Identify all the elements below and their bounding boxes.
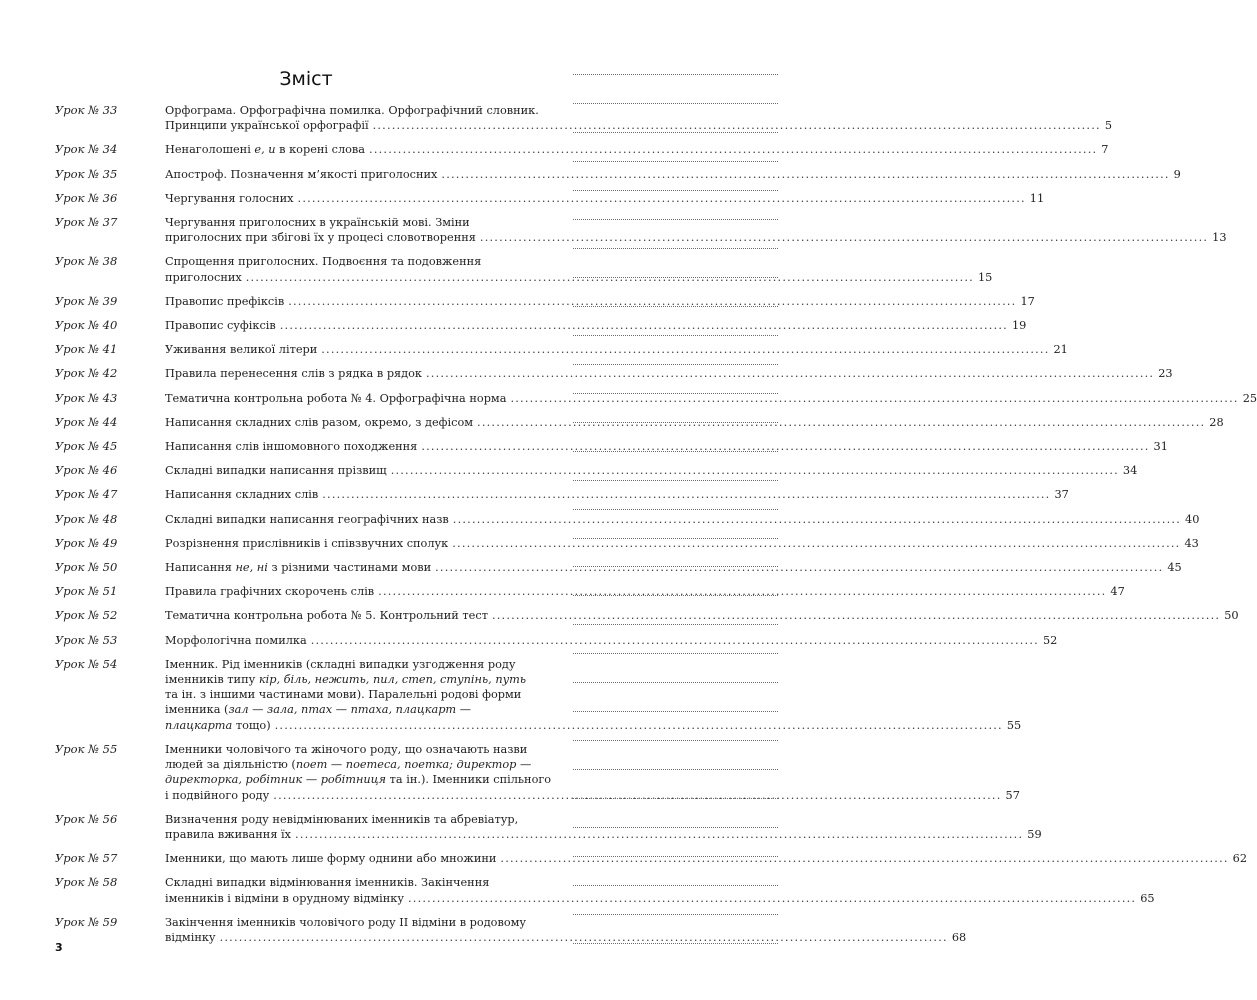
page-ref: 11 <box>1029 191 1045 205</box>
lesson-title-last-line <box>165 788 1020 803</box>
lesson-title <box>165 142 1108 157</box>
lesson-title-last-line <box>165 191 1044 206</box>
lesson-title-last-line <box>165 366 1173 381</box>
dot-leader <box>321 342 1049 357</box>
lesson-title <box>165 103 1112 133</box>
page-ref: 43 <box>1184 536 1199 550</box>
lesson-title-line: іменника (зал — зала, птах — птаха, плацкарт — <box>165 703 472 717</box>
toc-entry <box>55 875 1155 905</box>
lesson-title <box>165 439 1168 454</box>
lesson-label: Урок № 37 <box>55 215 118 230</box>
page-ref: 23 <box>1158 367 1173 381</box>
dot-leader <box>441 167 1169 182</box>
lesson-title-last-line <box>165 230 1227 245</box>
toc-entry <box>55 511 1200 527</box>
lesson-title-line: Закінчення іменників чоловічого роду II відміни в родовому <box>165 915 527 929</box>
lesson-title-last-line <box>165 560 1182 575</box>
lesson-title-text: плацкарта тощо) <box>165 718 271 732</box>
page-ref: 7 <box>1101 143 1109 157</box>
lesson-title <box>165 191 1044 206</box>
lesson-title-line: людей за діяльністю (поет — поетеса, поетка; директор — <box>165 758 532 772</box>
lesson-title-text: і подвійного роду <box>165 788 270 802</box>
lesson-title-line: директорка, робітник — робітниця та ін.). Іменники спільного <box>165 773 552 787</box>
note-line <box>573 769 778 770</box>
lesson-title <box>165 463 1137 478</box>
lesson-title-line: Орфограма. Орфографічна помилка. Орфографічний словник. <box>165 104 539 117</box>
page-ref: 31 <box>1153 440 1168 454</box>
page-ref: 62 <box>1232 852 1248 866</box>
lesson-label: Урок № 43 <box>55 390 118 405</box>
lesson-title-text: іменників і відміни в орудному відмінку <box>165 891 404 905</box>
lesson-title-text: Тематична контрольна робота № 4. Орфографічна норма <box>165 391 507 405</box>
dot-leader <box>391 463 1119 478</box>
lesson-title <box>165 742 1020 803</box>
lesson-title <box>165 560 1182 575</box>
note-line <box>573 943 778 944</box>
toc-entry <box>55 463 1138 478</box>
dot-leader <box>421 439 1149 454</box>
lesson-title-last-line <box>165 584 1125 599</box>
page-ref: 45 <box>1167 561 1182 575</box>
page-ref: 52 <box>1042 633 1058 647</box>
lesson-label: Урок № 58 <box>55 875 118 890</box>
lesson-title-text: Написання не, ні з різними частинами мови <box>165 561 432 575</box>
page-ref: 19 <box>1011 319 1027 333</box>
dot-leader <box>295 827 1023 842</box>
lesson-label: Урок № 54 <box>55 656 118 671</box>
toc-entry <box>55 366 1173 381</box>
lesson-title <box>165 366 1173 381</box>
note-line <box>573 248 778 249</box>
lesson-title <box>165 294 1035 309</box>
lesson-title-text: відмінку <box>165 930 216 944</box>
lesson-label: Урок № 51 <box>55 584 118 599</box>
page-ref: 68 <box>951 930 967 944</box>
lesson-title <box>165 608 1239 623</box>
note-line <box>573 914 778 915</box>
dot-leader <box>322 487 1050 502</box>
page-ref: 17 <box>1020 294 1035 308</box>
lesson-title-last-line <box>165 851 1247 866</box>
lesson-title-text: Ненаголошені е, и в корені слова <box>165 143 366 157</box>
toc-entry <box>55 342 1068 357</box>
lesson-title-text: Тематична контрольна робота № 5. Контрольний тест <box>165 609 488 623</box>
lesson-title-line: Іменник. Рід іменників (складні випадки узгодження роду <box>165 657 516 671</box>
page-ref: 34 <box>1122 464 1138 478</box>
note-line <box>573 740 778 741</box>
note-line <box>573 74 778 75</box>
page-ref: 25 <box>1242 391 1257 405</box>
lesson-label: Урок № 53 <box>55 632 118 647</box>
toc-entry <box>55 293 1035 309</box>
note-line <box>573 538 778 539</box>
lesson-title-last-line <box>165 439 1168 454</box>
lesson-title-last-line <box>165 167 1181 182</box>
lesson-title <box>165 875 1155 905</box>
lesson-title-text: Правила перенесення слів з рядка в рядок <box>165 367 422 381</box>
lesson-title-line: Чергування приголосних в українській мові. Зміни <box>165 216 470 230</box>
lesson-title <box>165 633 1057 648</box>
toc-entry <box>55 142 1109 157</box>
note-line <box>573 624 778 625</box>
note-line <box>573 451 778 452</box>
lesson-title-last-line <box>165 318 1026 333</box>
lesson-label: Урок № 49 <box>55 535 118 550</box>
page-number: 3 <box>55 941 63 954</box>
page-ref: 47 <box>1110 585 1125 599</box>
toc-entry <box>55 439 1168 454</box>
lesson-title-line: та ін. з іншими частинами мови). Паралельні родові форми <box>165 688 522 702</box>
dot-leader <box>311 633 1039 648</box>
page-title: Зміст <box>279 68 333 90</box>
lesson-title-text: Написання слів іншомовного походження <box>165 440 418 454</box>
lesson-title-last-line <box>165 608 1239 623</box>
toc-entry <box>55 487 1069 502</box>
note-line <box>573 798 778 799</box>
dot-leader <box>275 718 1003 733</box>
note-line <box>573 595 778 596</box>
page-ref: 21 <box>1053 343 1068 357</box>
lesson-title-text: Морфологічна помилка <box>165 633 307 647</box>
page-ref: 59 <box>1027 827 1042 841</box>
note-line <box>573 219 778 220</box>
lesson-label: Урок № 56 <box>55 811 118 826</box>
lesson-title-last-line <box>165 487 1069 502</box>
dot-leader <box>453 512 1181 527</box>
lesson-title-text: приголосних <box>165 270 242 284</box>
lesson-title-text: Апостроф. Позначення м’якості приголосних <box>165 167 438 181</box>
lesson-label: Урок № 38 <box>55 254 118 269</box>
dot-leader <box>435 560 1163 575</box>
lesson-label: Урок № 34 <box>55 142 118 157</box>
note-line <box>573 566 778 567</box>
page-ref: 15 <box>977 270 993 284</box>
lesson-title-last-line <box>165 827 1042 842</box>
lesson-label: Урок № 52 <box>55 608 118 623</box>
dot-leader <box>492 608 1220 623</box>
lesson-title-text: Розрізнення прислівників і співзвучних сполук <box>165 536 449 550</box>
lesson-title <box>165 584 1125 599</box>
page-ref: 28 <box>1209 415 1224 429</box>
toc-entry <box>55 608 1239 623</box>
note-line <box>573 277 778 278</box>
toc-entry <box>55 851 1248 866</box>
dot-leader <box>280 318 1008 333</box>
toc-entry <box>55 318 1027 333</box>
lesson-title-text: Складні випадки написання географічних назв <box>165 512 449 526</box>
dot-leader <box>273 788 1001 803</box>
toc-entry <box>55 414 1224 430</box>
lesson-title-line: іменників типу кір, біль, нежить, пил, степ, ступінь, путь <box>165 673 527 687</box>
page-ref: 65 <box>1140 891 1155 905</box>
lesson-label: Урок № 41 <box>55 342 118 357</box>
lesson-title-text: Правопис суфіксів <box>165 319 276 333</box>
dot-leader <box>452 536 1180 551</box>
toc-entry <box>55 254 993 284</box>
toc-entry <box>55 584 1125 599</box>
note-line <box>573 132 778 133</box>
note-line <box>573 335 778 336</box>
lesson-title-last-line <box>165 633 1057 648</box>
lesson-title-last-line <box>165 342 1068 357</box>
lesson-label: Урок № 55 <box>55 741 118 756</box>
lesson-label: Урок № 57 <box>55 851 118 866</box>
toc-entry <box>55 166 1181 182</box>
lesson-label: Урок № 36 <box>55 190 118 205</box>
lesson-label: Урок № 48 <box>55 511 118 526</box>
lesson-title-text: Правила графічних скорочень слів <box>165 585 375 599</box>
lesson-title <box>165 851 1247 866</box>
lesson-label: Урок № 45 <box>55 439 118 454</box>
lesson-label: Урок № 46 <box>55 463 118 478</box>
lesson-title <box>165 167 1181 182</box>
page-ref: 37 <box>1054 488 1069 502</box>
lesson-title-last-line <box>165 142 1108 157</box>
note-line <box>573 480 778 481</box>
page-ref: 5 <box>1104 119 1112 133</box>
toc-entry <box>55 103 1112 133</box>
lesson-title <box>165 318 1026 333</box>
note-line <box>573 682 778 683</box>
lesson-title-line: Іменники чоловічого та жіночого роду, що означають назви <box>165 742 528 756</box>
dot-leader <box>288 294 1016 309</box>
lesson-label: Урок № 39 <box>55 293 118 308</box>
note-line <box>573 306 778 307</box>
dot-leader <box>298 191 1026 206</box>
note-line <box>573 422 778 423</box>
note-line <box>573 103 778 104</box>
page-ref: 9 <box>1173 167 1181 181</box>
toc-entry <box>55 190 1045 206</box>
lesson-title-text: Іменники, що мають лише форму однини або множини <box>165 852 497 866</box>
note-line <box>573 161 778 162</box>
note-line <box>573 393 778 394</box>
dot-leader <box>500 851 1228 866</box>
dot-leader <box>480 230 1208 245</box>
lesson-title-last-line <box>165 930 966 945</box>
note-line <box>573 653 778 654</box>
lesson-title-text: Правопис префіксів <box>165 294 285 308</box>
lesson-label: Урок № 50 <box>55 560 118 575</box>
lesson-label: Урок № 47 <box>55 487 118 502</box>
lesson-title-text: приголосних при збігові їх у процесі словотворення <box>165 231 476 245</box>
lesson-title-last-line <box>165 718 1021 733</box>
note-line <box>573 509 778 510</box>
lesson-title <box>165 657 1021 733</box>
lesson-title <box>165 915 966 945</box>
lesson-title <box>165 512 1199 527</box>
lesson-title-last-line <box>165 512 1199 527</box>
toc-entry <box>55 656 1022 733</box>
lesson-title-text: Написання складних слів <box>165 488 319 502</box>
page-ref: 57 <box>1005 788 1020 802</box>
lesson-title-text: Складні випадки написання прізвищ <box>165 464 387 478</box>
toc-entry <box>55 632 1058 648</box>
lesson-title-line: Складні випадки відмінювання іменників. Закінчення <box>165 876 490 890</box>
page-ref: 13 <box>1212 231 1227 245</box>
note-line <box>573 885 778 886</box>
lesson-label: Урок № 40 <box>55 318 118 333</box>
toc-entry <box>55 811 1042 842</box>
lesson-title <box>165 487 1069 502</box>
toc-entry <box>55 560 1182 575</box>
lesson-title-text: Чергування голосних <box>165 191 294 205</box>
lesson-label: Урок № 42 <box>55 366 118 381</box>
note-line <box>573 190 778 191</box>
lesson-title-text: Написання складних слів разом, окремо, з дефісом <box>165 415 474 429</box>
dot-leader <box>426 366 1154 381</box>
lesson-title-line: Визначення роду невідмінюваних іменників та абревіатур, <box>165 812 519 826</box>
note-line <box>573 827 778 828</box>
lesson-title-text: Уживання великої літери <box>165 343 318 357</box>
note-line <box>573 364 778 365</box>
note-line <box>573 711 778 712</box>
lesson-title-text: Принципи української орфографії <box>165 119 369 133</box>
lesson-title-last-line <box>165 463 1137 478</box>
dot-leader <box>378 584 1106 599</box>
toc-entry <box>55 741 1020 803</box>
toc-entry <box>55 215 1227 245</box>
lesson-title-last-line <box>165 891 1155 906</box>
toc-entry <box>55 535 1199 551</box>
lesson-title <box>165 254 992 284</box>
lesson-label: Урок № 44 <box>55 414 118 429</box>
lesson-label: Урок № 35 <box>55 166 118 181</box>
lesson-title-last-line <box>165 294 1035 309</box>
page-ref: 50 <box>1224 609 1239 623</box>
lesson-label: Урок № 59 <box>55 914 118 929</box>
page-ref: 55 <box>1006 718 1022 732</box>
dot-leader <box>408 891 1136 906</box>
table-of-contents <box>55 103 1257 954</box>
toc-entry <box>55 390 1257 406</box>
lesson-title-line: Спрощення приголосних. Подвоєння та подовження <box>165 255 482 269</box>
lesson-label: Урок № 33 <box>55 103 118 117</box>
toc-entry <box>55 914 967 945</box>
lesson-title <box>165 342 1068 357</box>
page-ref: 40 <box>1185 512 1200 526</box>
lesson-title-text: правила вживання їх <box>165 827 292 841</box>
dot-leader <box>369 142 1097 157</box>
note-line <box>573 856 778 857</box>
